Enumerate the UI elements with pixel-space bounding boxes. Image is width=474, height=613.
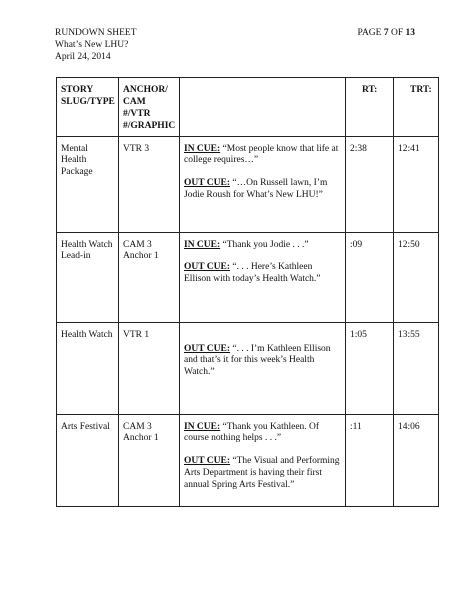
out-cue-text: “. . . Here’s Kathleen Ellison with today’s Health Watch.” xyxy=(184,262,321,285)
source-line2: Anchor 1 xyxy=(123,433,159,444)
table-row xyxy=(57,414,439,506)
out-cue xyxy=(184,456,341,492)
table-row xyxy=(57,232,439,322)
in-cue xyxy=(184,240,341,252)
source-cell xyxy=(119,322,180,414)
source-cell xyxy=(119,136,180,232)
cues-cell xyxy=(180,232,346,322)
show-date: April 24, 2014 xyxy=(55,52,111,62)
in-cue-text: “Thank you Kathleen. Of course nothing helps . . .” xyxy=(184,421,320,444)
document-header xyxy=(55,28,415,64)
slug-cell: Health Watch xyxy=(57,322,119,414)
header-story-line1: STORY xyxy=(61,85,94,95)
header-anchor-line2: CAM #/VTR xyxy=(123,96,151,119)
source-line1: CAM 3 xyxy=(123,421,152,432)
source-cell xyxy=(119,232,180,322)
in-cue-label: IN CUE: xyxy=(184,143,221,154)
rt-cell: :09 xyxy=(346,232,394,322)
trt-cell: 12:50 xyxy=(394,232,439,322)
table-row xyxy=(57,136,439,232)
header-story-line2: SLUG/TYPE xyxy=(61,96,115,107)
cues-cell xyxy=(180,136,346,232)
source-line2: Anchor 1 xyxy=(123,251,159,262)
cues-cell xyxy=(180,322,346,414)
page-total: 13 xyxy=(405,28,415,38)
trt-cell: 12:41 xyxy=(394,136,439,232)
in-cue xyxy=(184,422,341,446)
slug-cell: Arts Festival xyxy=(57,414,119,506)
header-cues xyxy=(180,78,346,137)
page-of-label: OF xyxy=(390,28,404,38)
header-story-slug xyxy=(57,78,119,137)
rt-cell: :11 xyxy=(346,414,394,506)
trt-cell: 14:06 xyxy=(394,414,439,506)
out-cue xyxy=(184,178,341,202)
out-cue-text: “. . . I’m Kathleen Ellison and that’s it for this week’s Health Watch.” xyxy=(184,343,331,378)
source-cell xyxy=(119,414,180,506)
source-line1: VTR 1 xyxy=(123,329,150,340)
header-anchor-line3: #/GRAPHIC xyxy=(123,120,176,131)
out-cue-label: OUT CUE: xyxy=(184,178,231,189)
in-cue-label: IN CUE: xyxy=(184,421,221,432)
source-line1: CAM 3 xyxy=(123,239,152,250)
slug-cell: Health Watch Lead-in xyxy=(57,232,119,322)
document-title: RUNDOWN SHEET xyxy=(55,28,137,38)
cues-cell xyxy=(180,414,346,506)
rt-cell: 2:38 xyxy=(346,136,394,232)
out-cue xyxy=(184,344,341,380)
out-cue-text: “The Visual and Performing Arts Department is having their first annual Spring Arts Festival.” xyxy=(184,456,340,490)
out-cue-label: OUT CUE: xyxy=(184,343,231,354)
in-cue-text: “Thank you Jodie . . .” xyxy=(222,239,309,250)
page-indicator xyxy=(358,28,415,40)
header-anchor-line1: ANCHOR/ xyxy=(123,85,168,95)
page-current: 7 xyxy=(383,28,389,38)
header-trt: TRT: xyxy=(394,78,439,137)
slug-cell: Mental Health Package xyxy=(57,136,119,232)
out-cue-text: “…On Russell lawn, I’m Jodie Roush for What’s New LHU!” xyxy=(184,178,328,201)
source-line1: VTR 3 xyxy=(123,143,150,154)
header-anchor-source xyxy=(119,78,180,137)
in-cue xyxy=(184,144,341,168)
out-cue-label: OUT CUE: xyxy=(184,262,231,273)
rundown-table xyxy=(56,77,439,507)
header-rt: RT: xyxy=(346,78,394,137)
trt-cell: 13:55 xyxy=(394,322,439,414)
in-cue-label: IN CUE: xyxy=(184,239,221,250)
out-cue xyxy=(184,262,341,286)
table-row xyxy=(57,322,439,414)
table-header-row xyxy=(57,78,439,137)
show-name: What’s New LHU? xyxy=(55,40,129,50)
out-cue-label: OUT CUE: xyxy=(184,456,231,467)
in-cue-text: “Most people know that life at college requires…” xyxy=(184,143,339,166)
page-label: PAGE xyxy=(357,28,382,38)
rt-cell: 1:05 xyxy=(346,322,394,414)
